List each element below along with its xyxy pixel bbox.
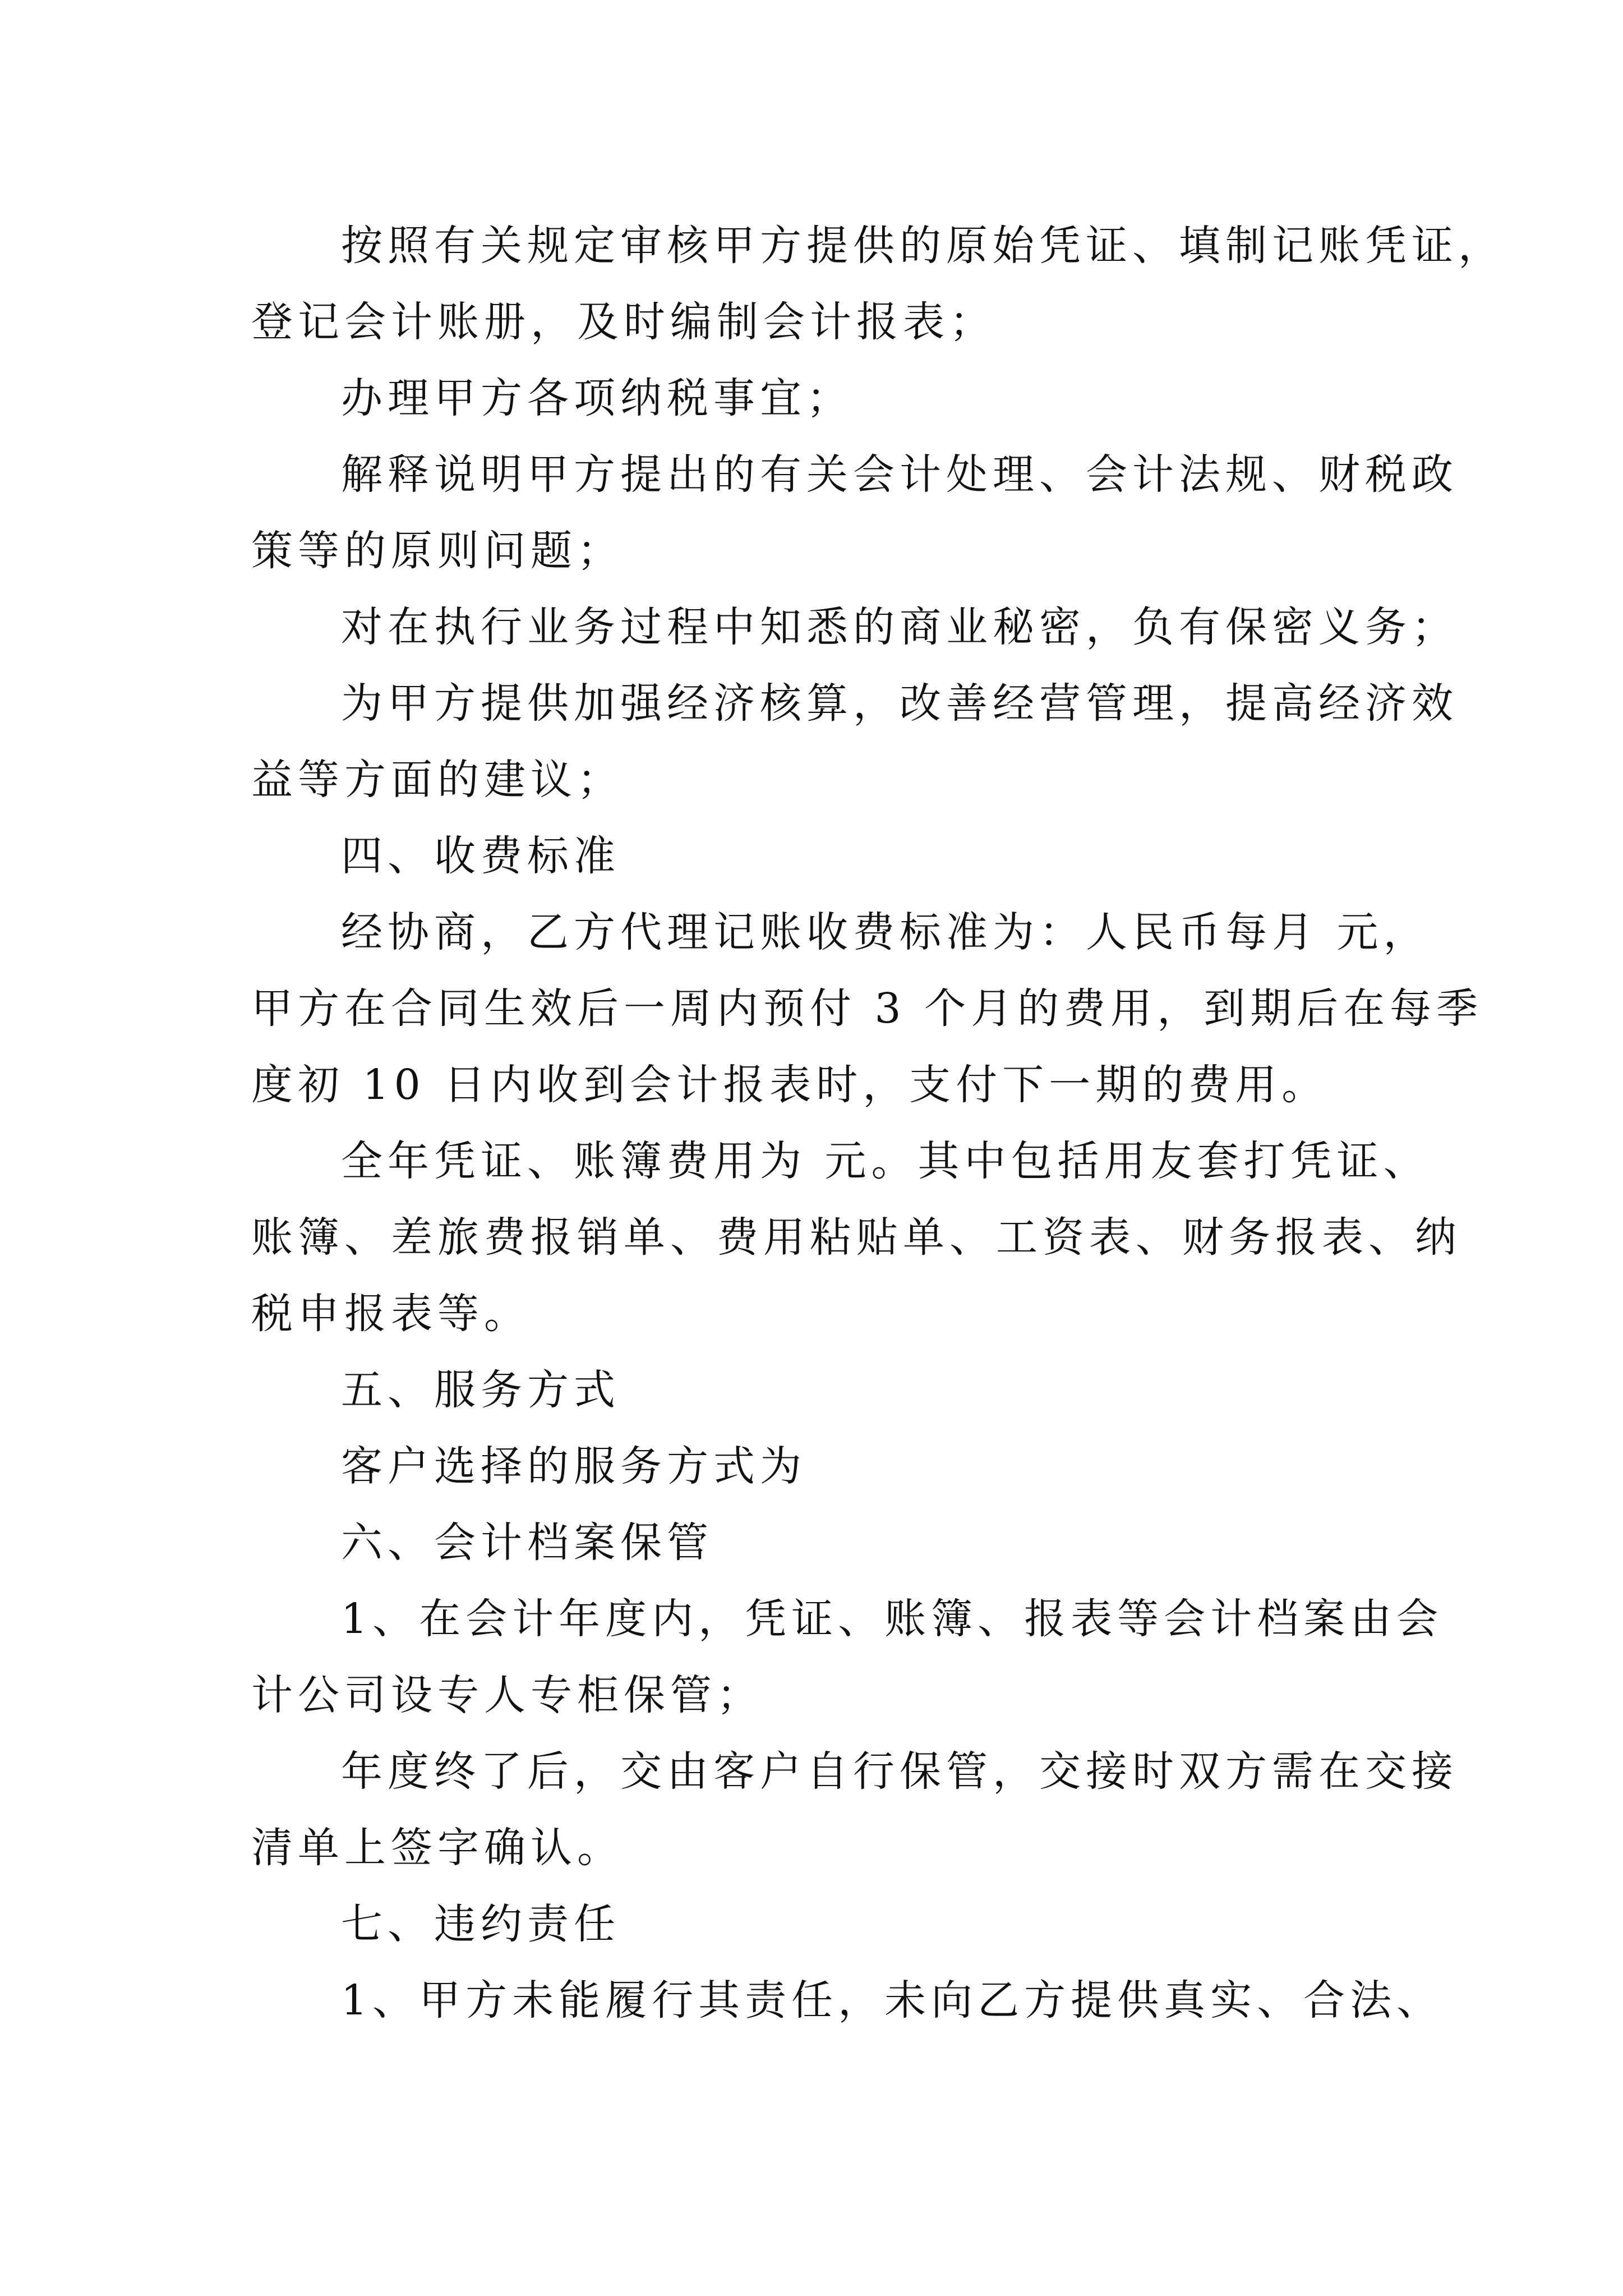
text-line: 计公司设专人专柜保管； [251, 1671, 763, 1719]
text-line: 1、在会计年度内，凭证、账簿、报表等会计档案由会 [341, 1595, 1444, 1643]
text-line: 税申报表等。 [251, 1290, 531, 1338]
text-line: 账簿、差旅费报销单、费用粘贴单、工资表、财务报表、纳 [251, 1213, 1461, 1262]
paragraph [251, 1733, 1458, 1886]
text-line: 对在执行业务过程中知悉的商业秘密，负有保密义务； [341, 603, 1458, 651]
text-line: 度初 10 日内收到会计报表时，支付下一期的费用。 [251, 1061, 1329, 1109]
text-line: 解释说明甲方提出的有关会计处理、会计法规、财税政 [341, 450, 1458, 499]
text-line: 甲方在合同生效后一周内预付 3 个月的费用，到期后在每季 [251, 984, 1483, 1033]
paragraph [251, 436, 1458, 589]
paragraph [251, 665, 1458, 818]
section-heading [251, 1504, 1384, 1581]
heading-text: 五、服务方式 [341, 1366, 620, 1414]
heading-text: 四、收费标准 [341, 832, 620, 880]
text-line: 年度终了后，交由客户自行保管，交接时双方需在交接 [341, 1747, 1458, 1796]
text-line: 经协商，乙方代理记账收费标准为：人民币每月 元， [341, 908, 1430, 956]
paragraph [251, 1962, 1444, 2039]
text-line: 策等的原则问题； [251, 527, 624, 575]
text-line: 办理甲方各项纳税事宜； [341, 374, 853, 422]
paragraph [251, 208, 1505, 360]
text-line: 1、甲方未能履行其责任，未向乙方提供真实、合法、 [341, 1976, 1444, 2024]
paragraph [251, 894, 1483, 1123]
heading-text: 七、违约责任 [341, 1900, 620, 1948]
paragraph [251, 1123, 1461, 1352]
text-line: 清单上签字确认。 [251, 1824, 624, 1872]
text-line: 全年凭证、账簿费用为 元。其中包括用友套打凭证、 [341, 1137, 1430, 1185]
section-heading [251, 1352, 1384, 1428]
paragraph [251, 1428, 1384, 1504]
text-line: 益等方面的建议； [251, 756, 624, 804]
text-line: 为甲方提供加强经济核算，改善经营管理，提高经济效 [341, 679, 1458, 728]
section-heading [251, 818, 1384, 894]
paragraph [251, 589, 1458, 665]
heading-text: 六、会计档案保管 [341, 1519, 713, 1567]
document-body [251, 208, 1505, 2039]
text-line: 登记会计账册，及时编制会计报表； [251, 298, 996, 346]
text-line: 按照有关规定审核甲方提供的原始凭证、填制记账凭证， [341, 222, 1505, 270]
paragraph [251, 360, 1384, 436]
text-line: 客户选择的服务方式为 [341, 1442, 806, 1490]
paragraph [251, 1581, 1444, 1733]
section-heading [251, 1886, 1384, 1962]
